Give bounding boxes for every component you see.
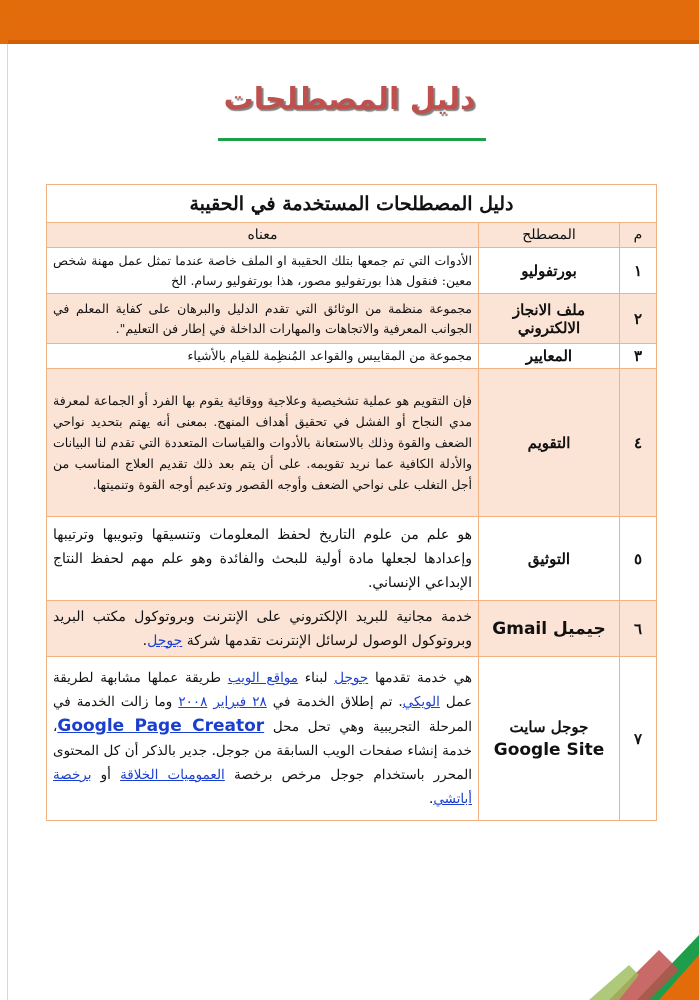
corner-decoration bbox=[589, 915, 699, 1000]
definition-text: ، خدمة إنشاء صفحات الويب السابقة من جوجل. جدير بالذكر أن كل المحتوى المحرر باستخدام جوجل مرخص برخصة bbox=[53, 719, 473, 783]
row-number: ٢ bbox=[620, 294, 657, 344]
table-row bbox=[47, 601, 657, 657]
row-number: ٤ bbox=[620, 369, 657, 517]
table-row bbox=[47, 248, 657, 294]
row-term bbox=[479, 657, 620, 821]
row-definition bbox=[47, 657, 479, 821]
row-term: ملف الانجاز الالكتروني bbox=[479, 294, 620, 344]
header-meaning: معناه bbox=[47, 223, 479, 248]
definition-text: لبناء bbox=[298, 670, 335, 686]
row-number: ٣ bbox=[620, 344, 657, 369]
row-term: بورتفوليو bbox=[479, 248, 620, 294]
wiki-link[interactable]: الويكي bbox=[402, 694, 440, 710]
row-term: جيميل Gmail bbox=[479, 601, 620, 657]
creative-commons-link[interactable]: العموميات الخلاقة bbox=[120, 767, 225, 783]
definition-text: خدمة مجانية للبريد الإلكتروني على الإنترنت وبروتوكول مكتب البريد وبروتوكول الوصول لرسائل الإنترنت تقدمها شركة bbox=[53, 608, 472, 649]
table-caption: دليل المصطلحات المستخدمة في الحقيبة bbox=[47, 185, 657, 223]
date-link[interactable]: ٢٨ فبراير bbox=[213, 694, 267, 710]
header-term: المصطلح bbox=[479, 223, 620, 248]
row-term: المعايير bbox=[479, 344, 620, 369]
definition-text: وما زالت الخدمة في المرحلة التجريبية وهي تحل محل bbox=[53, 694, 473, 735]
row-term: التوثيق bbox=[479, 517, 620, 601]
row-number: ٧ bbox=[620, 657, 657, 821]
definition-text: طريقة عملها مشابهة لطريقة عمل bbox=[53, 670, 472, 710]
glossary-table bbox=[46, 184, 657, 821]
definition-text: أو bbox=[91, 767, 121, 783]
row-definition: هو علم من علوم التاريخ لحفظ المعلومات وتنسيقها وتبويبها وترتيبها وإعدادها لجعلها مادة أولية للبحث والفائدة وهو علم مهم لحفظ النتاج الإبداعي الإنساني. bbox=[47, 517, 479, 601]
row-definition: الأدوات التي تم جمعها بتلك الحقيبة او الملف خاصة عندما تمثل عمل مهنة شخص معين: فنقول هذا بورتفوليو مصور، هذا بورتفوليو رسام. الخ bbox=[47, 248, 479, 294]
row-definition bbox=[47, 601, 479, 657]
table-row bbox=[47, 517, 657, 601]
table-row bbox=[47, 657, 657, 821]
google-link[interactable]: جوجل bbox=[147, 632, 183, 649]
term-arabic: جوجل سايت bbox=[509, 717, 589, 736]
year-link[interactable]: ٢٠٠٨ bbox=[178, 694, 208, 710]
table-row bbox=[47, 369, 657, 517]
table-row bbox=[47, 344, 657, 369]
header-band-inner bbox=[8, 10, 699, 44]
title-underline bbox=[218, 138, 486, 141]
definition-text: هي خدمة تقدمها bbox=[368, 670, 472, 686]
row-number: ١ bbox=[620, 248, 657, 294]
websites-link[interactable]: مواقع الويب bbox=[227, 670, 299, 686]
apache-license-link[interactable]: برخصة أباتشي bbox=[53, 767, 472, 807]
definition-text: . bbox=[142, 632, 148, 649]
google-link[interactable]: جوجل bbox=[334, 670, 369, 686]
header-num: م bbox=[620, 223, 657, 248]
definition-text: . تم إطلاق الخدمة في bbox=[266, 694, 403, 710]
row-term: التقويم bbox=[479, 369, 620, 517]
row-number: ٥ bbox=[620, 517, 657, 601]
page-margin-line bbox=[7, 44, 8, 1000]
row-definition: مجموعة من المقاييس والقواعد المُنظِمة للقيام بالأشياء bbox=[47, 344, 479, 369]
definition-text: . bbox=[429, 791, 434, 807]
row-definition: مجموعة منظمة من الوثائق التي تقدم الدليل والبرهان على كفاية المعلم في الجوانب المعرفية والاتجاهات والمهارات الداخلة في إطار فن التعليم". bbox=[47, 294, 479, 344]
table-row bbox=[47, 294, 657, 344]
page-title: دليل المصطلحات bbox=[223, 82, 476, 117]
row-number: ٦ bbox=[620, 601, 657, 657]
page-creator-link[interactable]: Google Page Creator bbox=[57, 716, 265, 736]
term-latin: Google Site bbox=[493, 739, 605, 760]
row-definition: فإن التقويم هو عملية تشخيصية وعلاجية ووقائية يقوم بها الفرد أو الجماعة لمعرفة مدي النجاح أو الفشل في تحقيق أهداف المنهج. بمعنى أنه يهتم بتحديد نواحي الضعف والقوة وذلك بالاستعانة بالأدوات والقياسات المتعددة التي تقدم لنا البيانات والأدلة الكافية عما نريد تقويمه. على أن يتم بعد ذلك تقديم العلاج المناسب من أجل التغلب على نواحي الضعف وأوجه القصور وتدعيم أوجه القوة وتنميتها. bbox=[47, 369, 479, 517]
